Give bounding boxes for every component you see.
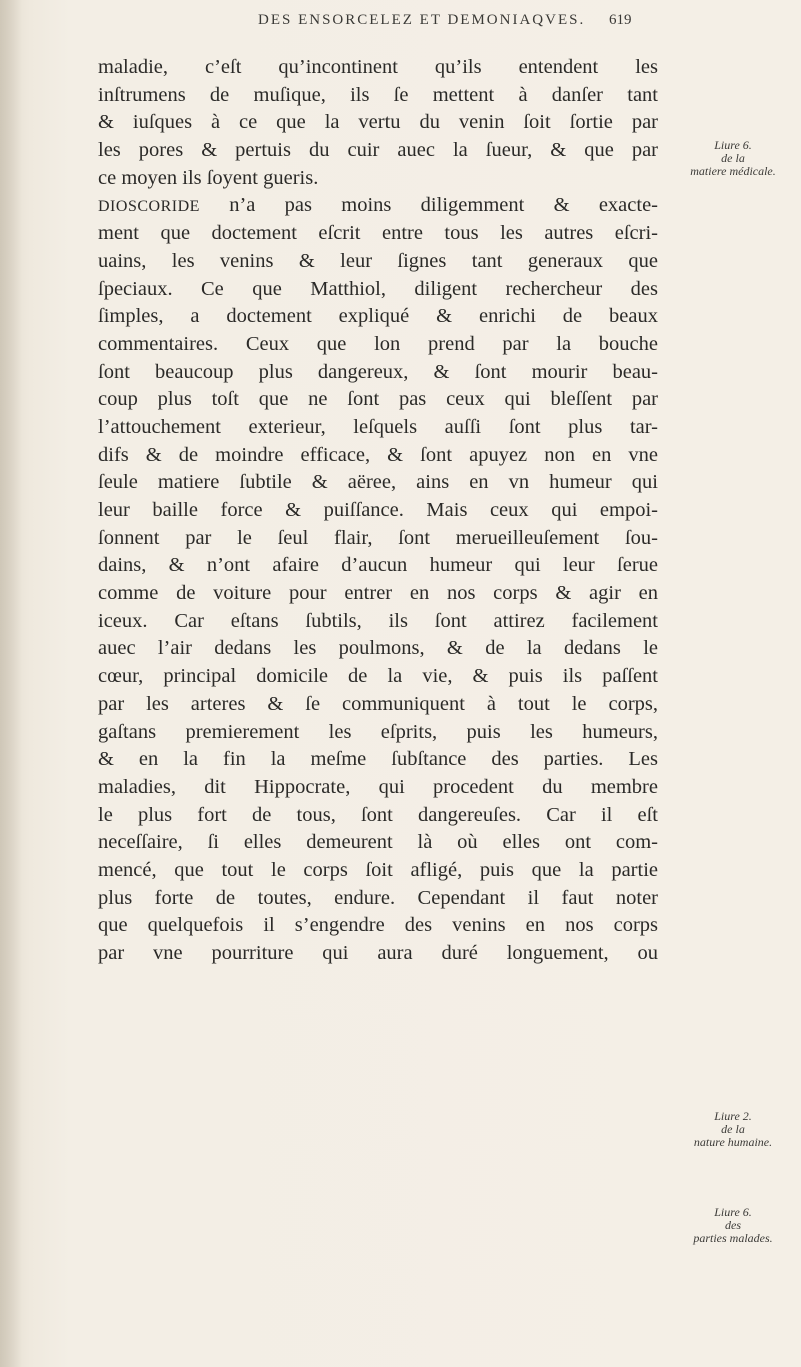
text-line: ce moyen ils ſoyent gueris. [98,166,319,189]
running-head-title: DES ENSORCELEZ ET DEMONIAQVES. [258,12,586,28]
margin-note-parties [664,1206,801,1245]
text-line: par les arteres & ſe communiquent à tout le corps, [98,692,658,715]
text-line: maladies, dit Hippocrate, qui procedent du membre [98,775,658,798]
text-line: & iuſques à ce que la vertu du venin ſoit ſortie par [98,111,658,134]
text-line: comme de voiture pour entrer en nos corps & agir en [98,582,658,605]
body-text [98,54,658,968]
text-line: le plus fort de tous, ſont dangereuſes. Car il eſt [98,803,658,826]
text-line: gaſtans premierement les eſprits, puis les humeurs, [98,720,658,743]
text-line: inſtrumens de muſique, ils ſe mettent à danſer tant [98,83,658,106]
text-line: mencé, que tout le corps ſoit afligé, puis que la partie [98,858,658,881]
margin-note-subject: nature humaine. [693,1135,773,1149]
text-line: les pores & pertuis du cuir auec la ſueur, & que par [98,139,658,162]
text-line: l’attouchement exterieur, leſquels auſſi ſont plus tar- [98,415,658,438]
margin-note-book: Liure 6. [714,138,752,152]
text-line: par vne pourriture qui aura duré longuement, ou [98,942,658,964]
text-line: commentaires. Ceux que lon prend par la bouche [98,332,658,355]
text-line: que quelquefois il s’engendre des venins en nos corps [98,914,658,937]
text-line: & en la fin la meſme ſubſtance des parties. Les [98,748,658,771]
text-line: cœur, principal domicile de la vie, & puis ils paſſent [98,665,658,688]
page-number: 619 [609,12,632,28]
margin-note-book: Liure 6. [714,1205,752,1219]
text-line: ſeule matiere ſubtile & aëree, ains en vn humeur qui [98,471,658,494]
text-line: ſonnent par le ſeul flair, ſont merueilleuſement ſou- [98,526,658,549]
text-line: iceux. Car eſtans ſubtils, ils ſont attirez facilement [98,609,658,632]
text-line: plus forte de toutes, endure. Cependant il faut noter [98,886,658,909]
margin-note-of: des [725,1218,741,1232]
text-line: auec l’air dedans les poulmons, & de la dedans le [98,637,658,660]
dioscoride-name: DIOSCORIDE [98,198,200,216]
text-line: dains, & n’ont afaire d’aucun humeur qui leur ſerue [98,554,658,577]
text-line: ſimples, a doctement expliqué & enrichi de beaux [98,305,658,328]
text-line: ment que doctement eſcrit entre tous les autres eſcri- [98,222,658,245]
margin-note-subject: matiere médicale. [690,164,776,178]
text-line: coup plus toſt que ne ſont pas ceux qui bleſſent par [98,388,658,411]
text-line: neceſſaire, ſi elles demeurent là où elles ont com- [98,831,658,854]
text-line: ſpeciaux. Ce que Matthiol, diligent rechercheur des [98,277,658,300]
text-line: leur baille force & puiſſance. Mais ceux qui empoi- [98,499,658,521]
margin-note-of: de la [721,1122,745,1136]
margin-note-book: Liure 2. [714,1109,752,1123]
text-line: difs & de moindre efficace, & ſont apuyez non en vne [98,443,658,466]
page-gutter-shadow [0,0,22,1367]
text-line: maladie, c’eſt qu’incontinent qu’ils entendent les [98,56,658,78]
margin-note-subject: parties malades. [693,1231,773,1245]
text-line: uains, les venins & leur ſignes tant generaux que [98,249,658,272]
margin-note-hippocrate [665,1110,801,1149]
text-line-remainder: n’a pas moins diligemment & exacte- [229,194,659,217]
running-head [0,12,801,36]
text-line: ſont beaucoup plus dangereux, & ſont mourir beau- [98,360,658,383]
text-line-dioscoride [98,192,658,220]
margin-note-of: de la [721,151,745,165]
margin-note-dioscoride [664,139,801,178]
